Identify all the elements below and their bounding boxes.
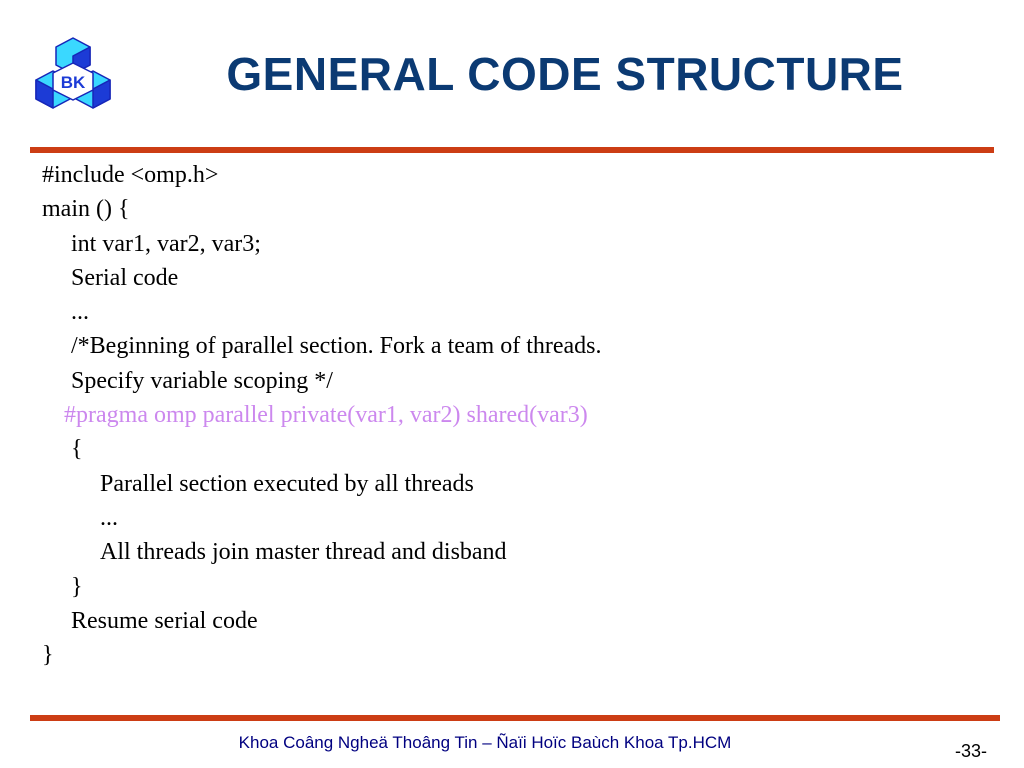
code-line-resume: Resume serial code xyxy=(71,607,258,634)
bk-logo xyxy=(33,37,113,109)
logo-text: BK xyxy=(60,73,86,92)
code-line-open-brace: { xyxy=(71,436,83,463)
top-divider xyxy=(30,147,994,153)
code-line-include: #include <omp.h> xyxy=(42,162,219,188)
code-line-comment-start: /*Beginning of parallel section. Fork a team of threads. xyxy=(71,333,602,360)
code-line-join: All threads join master thread and disband xyxy=(100,539,507,566)
footer-text: Khoa Coâng Ngheä Thoâng Tin – Ñaïi Hoïc Baùch Khoa Tp.HCM xyxy=(238,733,732,752)
code-line-close-brace: } xyxy=(71,573,83,600)
code-line-main: main () { xyxy=(42,196,130,223)
page-number: -33- xyxy=(954,741,987,761)
code-line-end: } xyxy=(42,642,54,669)
code-line-declarations: int var1, var2, var3; xyxy=(71,230,261,257)
code-line-serial: Serial code xyxy=(71,264,179,291)
code-line-parallel: Parallel section executed by all threads xyxy=(100,470,474,497)
slide-title: GENERAL CODE STRUCTURE xyxy=(226,48,904,100)
code-line-pragma: #pragma omp parallel private(var1, var2) shared(var3) xyxy=(64,402,588,429)
code-line-ellipsis-inner: ... xyxy=(100,504,118,531)
code-line-comment-end: Specify variable scoping */ xyxy=(71,367,333,394)
code-block xyxy=(42,158,972,672)
bottom-divider xyxy=(30,715,1000,721)
code-line-ellipsis: ... xyxy=(71,299,89,326)
